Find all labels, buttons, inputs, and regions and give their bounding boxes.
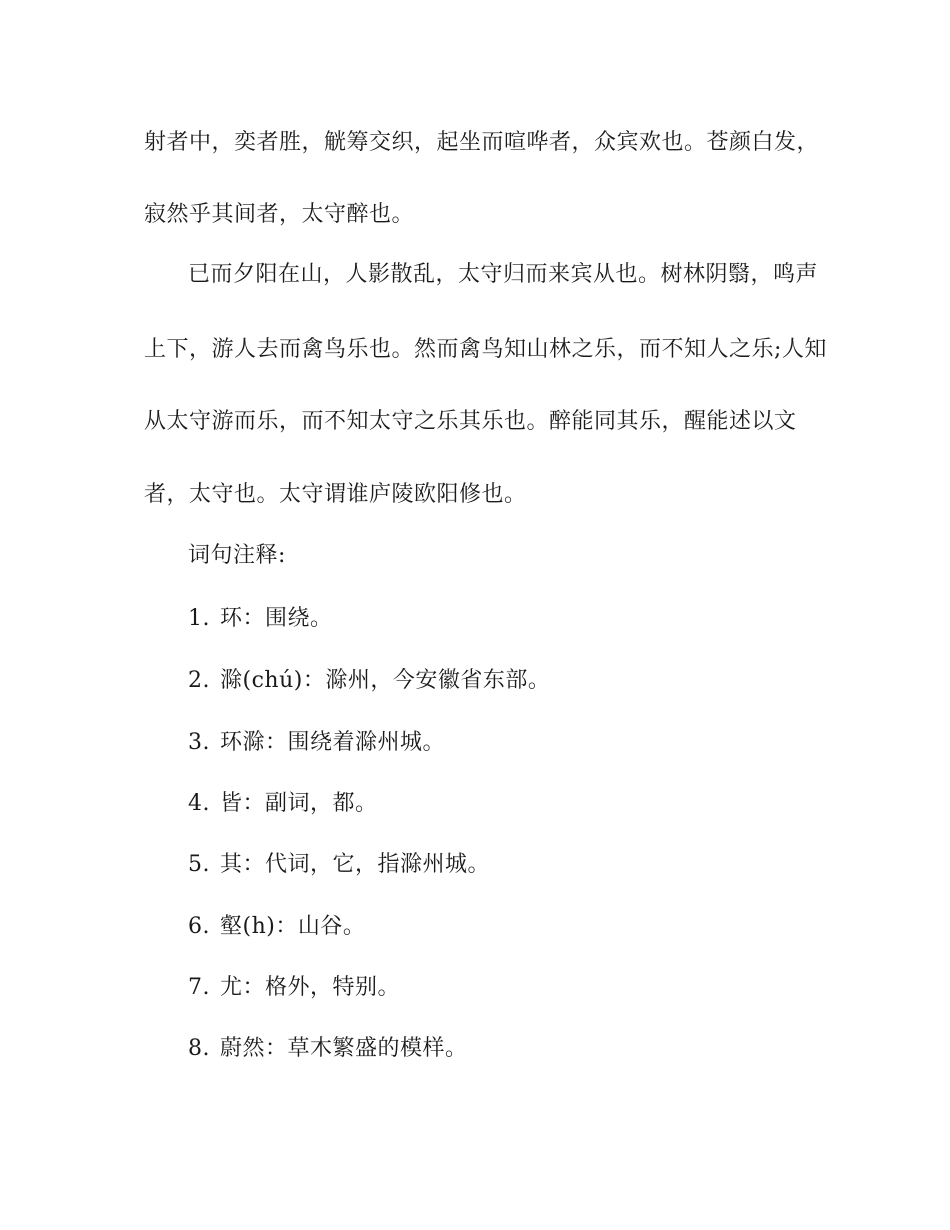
paragraph-line: 上下，游人去而禽鸟乐也。然而禽鸟知山林之乐，而不知人之乐;人知 [144,337,827,362]
note-item [188,1034,468,1064]
paragraph-line: 射者中，奕者胜，觥筹交织，起坐而喧哗者，众宾欢也。苍颜白发， [144,130,820,155]
paragraph-line: 从太守游而乐，而不知太守之乐其乐也。醉能同其乐，醒能述以文 [144,409,797,434]
paragraph-line: 已而夕阳在山，人影散乱，太守归而来宾从也。树林阴翳，鸣声 [188,262,819,287]
note-number: 1. [188,606,210,631]
note-item [188,973,400,1003]
note-text: 滁(chú)：滁州，今安徽省东部。 [220,668,551,693]
paragraph-line: 寂然乎其间者，太守醉也。 [144,202,415,227]
note-number: 5. [188,852,210,877]
note-number: 4. [188,791,210,816]
note-number: 2. [188,668,210,693]
note-item [188,728,445,758]
note-item [188,604,333,634]
note-item [188,912,365,942]
note-item [188,850,490,880]
note-item [188,666,550,696]
note-number: 7. [188,975,210,1000]
note-number: 6. [188,914,210,939]
note-text: 环：围绕。 [220,606,333,631]
note-text: 环滁：围绕着滁州城。 [220,730,446,755]
note-number: 3. [188,730,210,755]
note-number: 8. [188,1036,210,1061]
note-text: 尤：格外，特别。 [220,975,401,1000]
note-item [188,789,378,819]
note-text: 蔚然：草木繁盛的模样。 [220,1036,468,1061]
note-text: 皆：副词，都。 [220,791,378,816]
paragraph-line: 者，太守也。太守谓谁庐陵欧阳修也。 [144,482,527,507]
note-text: 壑(h)：山谷。 [220,914,366,939]
notes-heading: 词句注释: [188,543,286,568]
note-text: 其：代词，它，指滁州城。 [220,852,491,877]
